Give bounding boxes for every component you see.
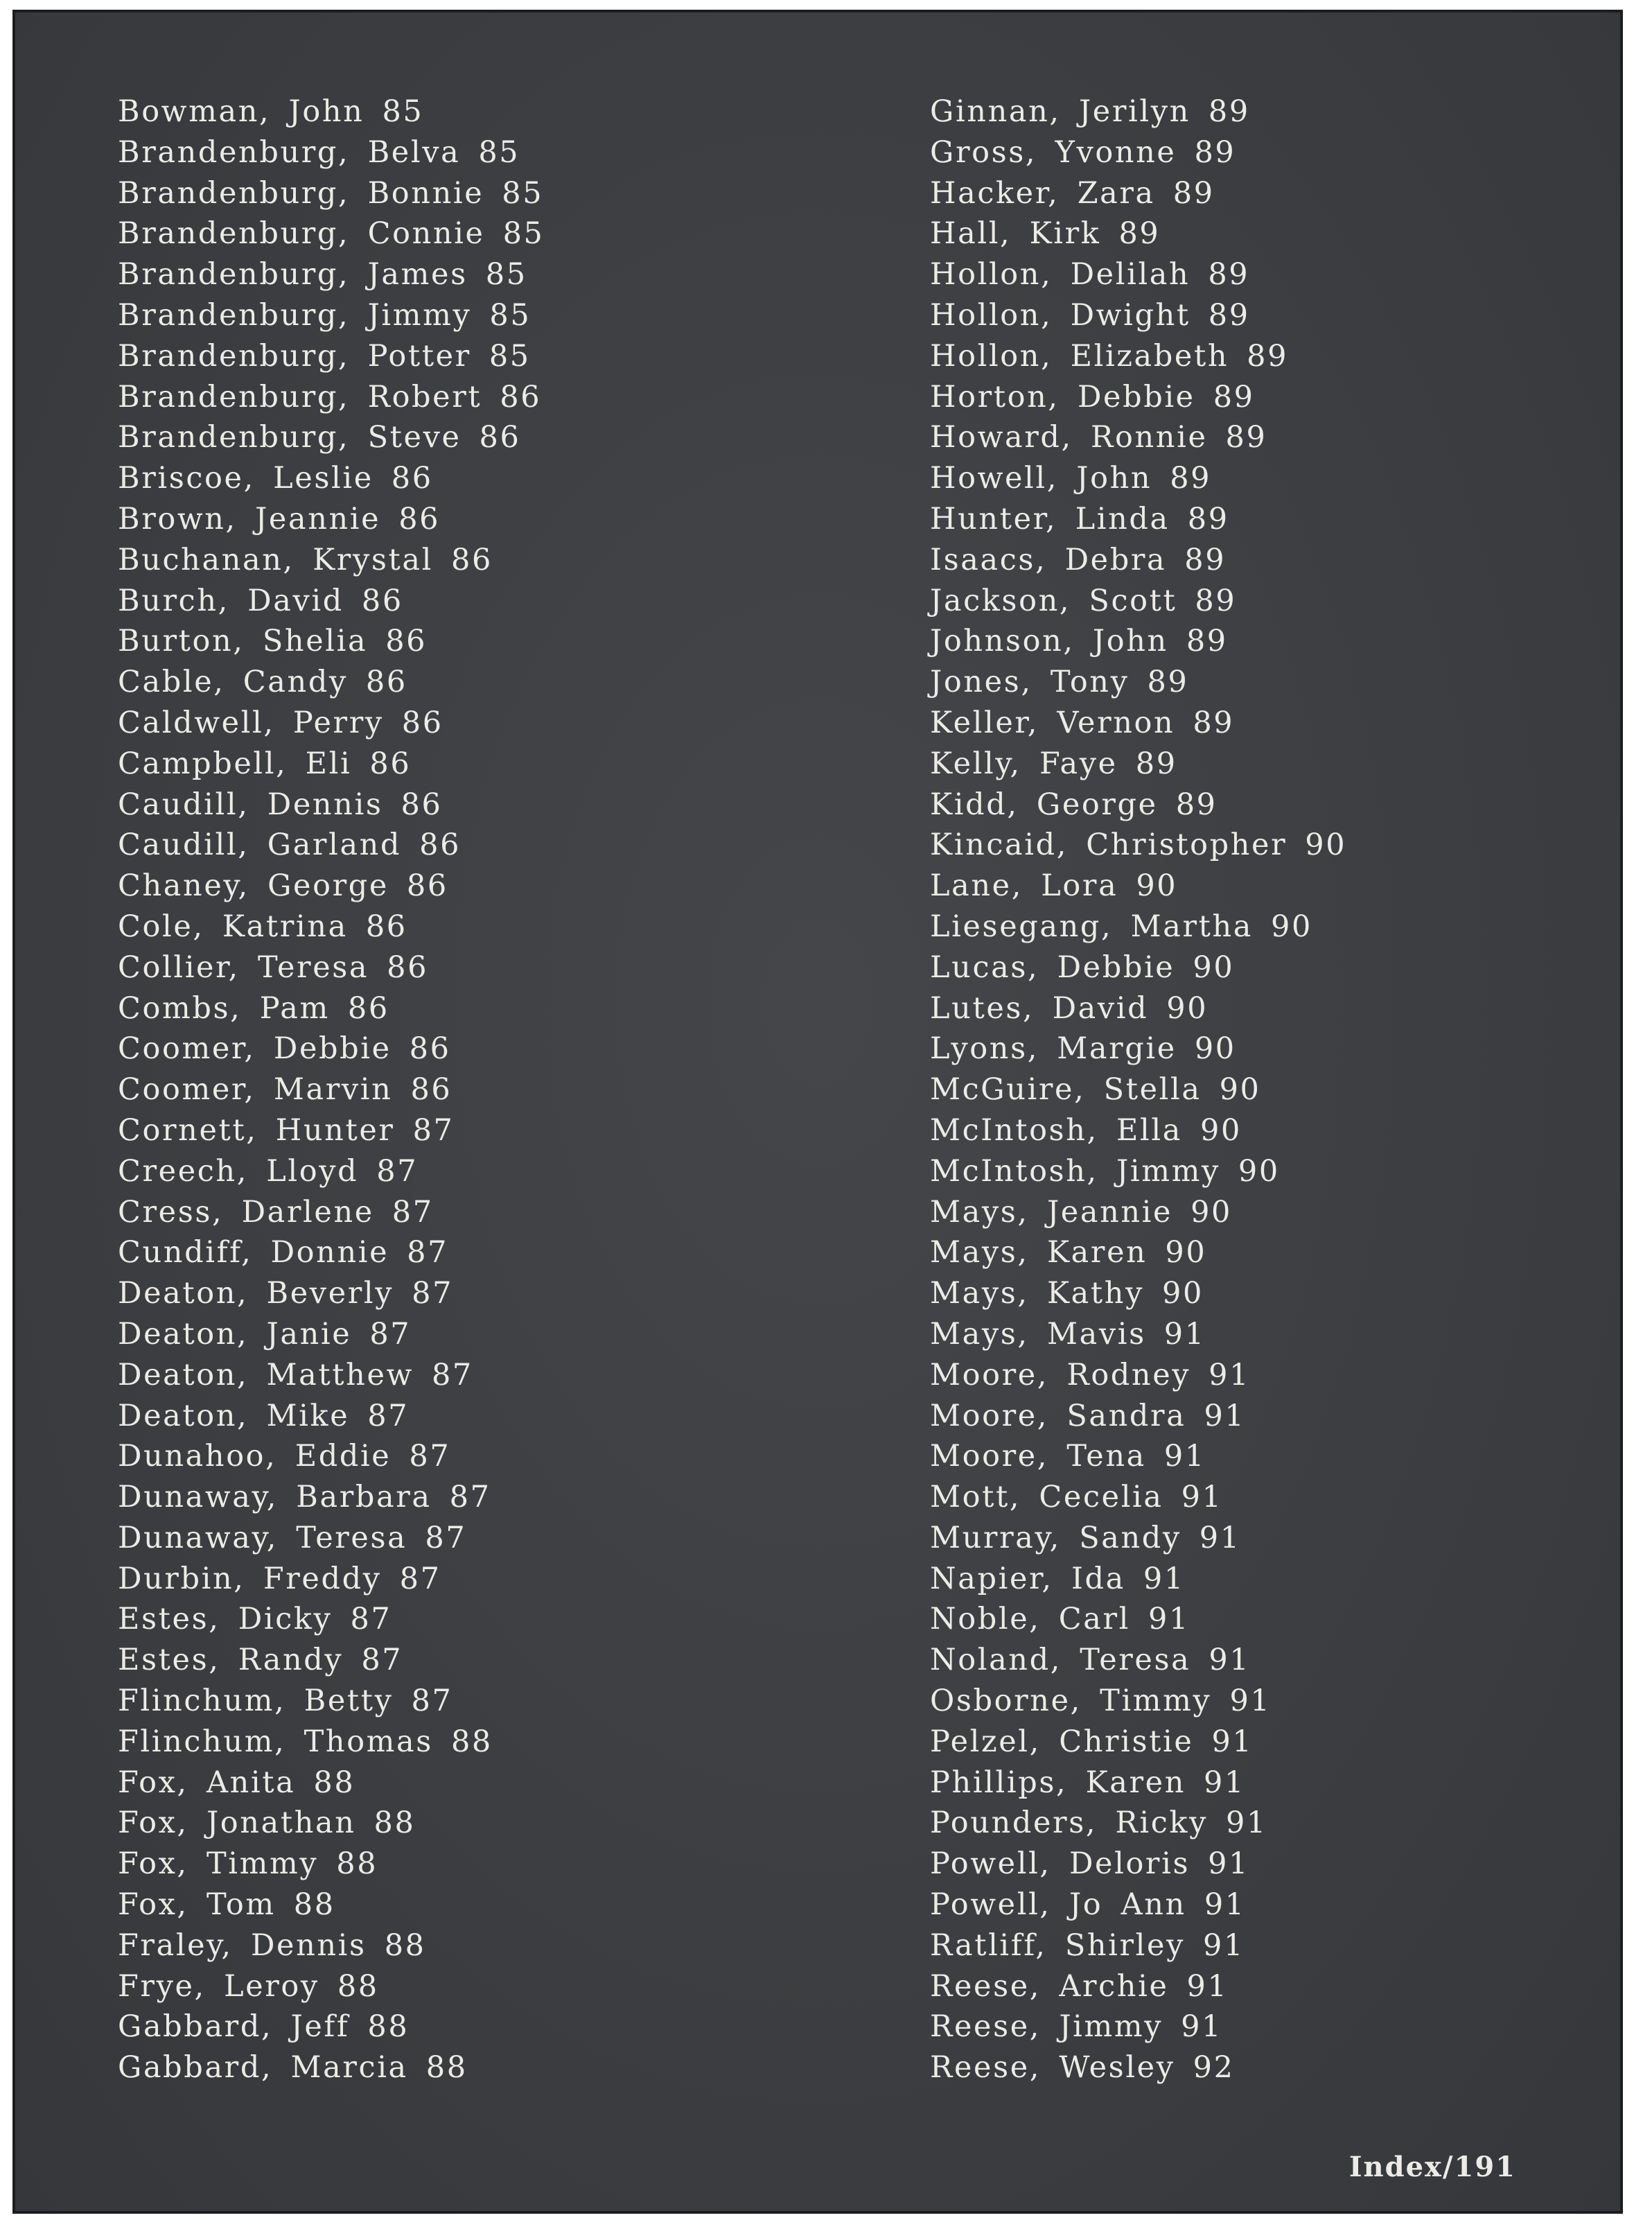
index-entry-name: Murray, Sandy: [930, 1520, 1181, 1555]
index-entry: [930, 1722, 1346, 1763]
index-entry-page-number: 87: [431, 1357, 473, 1392]
index-entry-name: Jackson, Scott: [930, 583, 1177, 618]
index-entry-page-number: 85: [485, 257, 527, 292]
index-entry-page-number: 89: [1225, 420, 1267, 455]
index-entry: [118, 417, 545, 458]
index-entry-page-number: 91: [1204, 1398, 1246, 1433]
index-entry: [930, 417, 1346, 458]
index-entry-page-number: 88: [374, 1806, 416, 1841]
index-entry-page-number: 89: [1213, 379, 1255, 414]
index-entry-page-number: 88: [336, 1846, 378, 1882]
index-entry-page-number: 91: [1163, 1439, 1206, 1474]
index-entry-name: Mays, Jeannie: [930, 1194, 1173, 1230]
index-entry-name: Burch, David: [118, 583, 344, 618]
index-entry-page-number: 89: [1135, 746, 1177, 781]
index-entry-name: Dunaway, Barbara: [118, 1480, 432, 1515]
index-entry: [930, 907, 1346, 947]
index-entry: [930, 377, 1346, 418]
index-entry-page-number: 88: [450, 1724, 493, 1759]
index-entry-page-number: 90: [1219, 1072, 1261, 1108]
index-entry: [930, 1518, 1346, 1559]
index-entry-page-number: 86: [385, 624, 428, 659]
index-entry-name: Caudill, Dennis: [118, 787, 383, 822]
index-entry-name: Estes, Randy: [118, 1643, 344, 1678]
index-entry-name: Ratliff, Shirley: [930, 1928, 1185, 1963]
index-entry-page-number: 85: [502, 216, 545, 252]
index-entry: [118, 458, 545, 499]
index-entry-name: McIntosh, Jimmy: [930, 1153, 1220, 1189]
index-entry: [118, 1355, 545, 1396]
index-entry-page-number: 87: [412, 1112, 455, 1148]
index-entry-name: Jones, Tony: [930, 665, 1130, 700]
index-entry-page-number: 86: [361, 583, 403, 618]
index-entry: [930, 703, 1346, 744]
index-entry-name: Brandenburg, Connie: [118, 216, 485, 252]
index-entry-page-number: 91: [1148, 1602, 1190, 1637]
index-entry-name: Fox, Timmy: [118, 1846, 319, 1882]
index-entry-name: Powell, Jo Ann: [930, 1887, 1186, 1923]
index-entry-name: Estes, Dicky: [118, 1602, 333, 1637]
index-entry-page-number: 90: [1190, 1194, 1232, 1230]
index-entry-name: Hollon, Dwight: [930, 297, 1190, 333]
index-entry-page-number: 86: [365, 665, 407, 700]
index-entry-page-number: 92: [1193, 2050, 1235, 2086]
index-entry-page-number: 88: [313, 1765, 355, 1800]
index-entry: [930, 1396, 1346, 1437]
index-entry-page-number: 89: [1147, 665, 1189, 700]
index-entry-name: Powell, Deloris: [930, 1846, 1190, 1882]
index-entry: [118, 1477, 545, 1518]
index-entry-name: Mays, Kathy: [930, 1276, 1144, 1311]
index-entry-name: Lane, Lora: [930, 868, 1118, 904]
index-entry-name: Dunahoo, Eddie: [118, 1439, 392, 1474]
index-entry-page-number: 91: [1199, 1520, 1241, 1555]
index-entry: [118, 703, 545, 744]
index-entry-page-number: 85: [382, 94, 424, 129]
index-entry: [930, 947, 1346, 988]
index-entry-page-number: 86: [365, 909, 407, 944]
index-entry-name: McIntosh, Ella: [930, 1112, 1182, 1148]
index-entry-page-number: 86: [419, 828, 462, 863]
index-entry-name: Keller, Vernon: [930, 705, 1175, 740]
index-entry-page-number: 86: [450, 542, 493, 577]
index-entry-name: Mays, Mavis: [930, 1316, 1146, 1352]
index-entry: [930, 1559, 1346, 1600]
index-entry: [118, 2007, 545, 2047]
index-entry-page-number: 90: [1166, 990, 1209, 1026]
index-entry-name: Isaacs, Debra: [930, 542, 1167, 577]
index-entry-page-number: 87: [361, 1643, 403, 1678]
index-entry-name: Moore, Sandra: [930, 1398, 1186, 1433]
index-entry: [118, 1599, 545, 1640]
index-entry-name: Gabbard, Jeff: [118, 2009, 350, 2045]
index-entry-page-number: 91: [1181, 2009, 1223, 2045]
index-entry-name: Brown, Jeannie: [118, 501, 381, 536]
index-entry-name: Gross, Yvonne: [930, 134, 1177, 170]
index-entry: [930, 173, 1346, 214]
index-column-left: [118, 91, 545, 2088]
index-entry-name: Fox, Jonathan: [118, 1806, 356, 1841]
index-entry-page-number: 87: [412, 1276, 454, 1311]
index-entry: [118, 2047, 545, 2088]
index-entry-name: Combs, Pam: [118, 990, 330, 1026]
index-entry-page-number: 85: [489, 338, 531, 374]
index-entry-name: Bowman, John: [118, 94, 364, 129]
index-entry: [118, 1844, 545, 1885]
index-entry-name: Briscoe, Leslie: [118, 461, 374, 496]
index-entry-page-number: 86: [409, 1031, 451, 1067]
index-entry: [930, 91, 1346, 132]
index-entry-name: Hall, Kirk: [930, 216, 1101, 252]
index-entry-name: Hunter, Linda: [930, 501, 1170, 536]
index-entry: [118, 1151, 545, 1192]
index-entry-name: Cundiff, Donnie: [118, 1235, 389, 1270]
index-entry-page-number: 91: [1143, 1561, 1185, 1596]
index-entry: [118, 988, 545, 1029]
index-entry: [930, 1273, 1346, 1314]
index-entry-page-number: 89: [1170, 461, 1212, 496]
index-entry: [118, 1110, 545, 1151]
index-entry-page-number: 91: [1211, 1724, 1254, 1759]
index-entry-page-number: 89: [1208, 94, 1250, 129]
index-entry-name: Fraley, Dennis: [118, 1928, 367, 1963]
index-entry-name: Caudill, Garland: [118, 828, 402, 863]
index-entry-page-number: 85: [489, 297, 531, 333]
index-entry-name: Johnson, John: [930, 624, 1168, 659]
index-entry: [930, 825, 1346, 866]
index-entry: [118, 1681, 545, 1722]
index-entry-page-number: 90: [1271, 909, 1312, 944]
index-entry-page-number: 90: [1165, 1235, 1207, 1270]
index-entry: [118, 1314, 545, 1355]
index-entry: [930, 1232, 1346, 1273]
index-entry: [930, 540, 1346, 581]
index-entry: [930, 744, 1346, 785]
index-entry: [118, 91, 545, 132]
index-entry-name: Kincaid, Christopher: [930, 828, 1288, 863]
index-entry-name: Mays, Karen: [930, 1235, 1148, 1270]
index-entry: [930, 581, 1346, 622]
index-entry-name: Coomer, Debbie: [118, 1031, 392, 1067]
index-entry-name: Brandenburg, Steve: [118, 420, 462, 455]
index-entry: [118, 336, 545, 377]
index-entry-page-number: 90: [1193, 950, 1235, 985]
index-entry-name: Noland, Teresa: [930, 1643, 1191, 1678]
index-entry-page-number: 88: [337, 1968, 379, 2004]
index-entry-name: Pounders, Ricky: [930, 1806, 1208, 1841]
index-page: [15, 12, 1620, 2211]
index-entry-name: Creech, Lloyd: [118, 1153, 359, 1189]
index-entry: [118, 1518, 545, 1559]
index-entry: [930, 1925, 1346, 1966]
index-entry-name: Lyons, Margie: [930, 1031, 1177, 1067]
index-entry-name: Deaton, Janie: [118, 1316, 352, 1352]
index-entry-page-number: 91: [1229, 1684, 1272, 1719]
index-entry-page-number: 90: [1162, 1276, 1204, 1311]
index-entry: [930, 866, 1346, 907]
index-entry: [930, 1681, 1346, 1722]
index-entry-name: Lutes, David: [930, 990, 1149, 1026]
index-entry: [118, 1436, 545, 1477]
index-entry-name: Chaney, George: [118, 868, 389, 904]
index-entry: [118, 377, 545, 418]
index-entry-page-number: 89: [1186, 624, 1228, 659]
index-entry-name: Deaton, Mike: [118, 1398, 350, 1433]
index-entry-name: Napier, Ida: [930, 1561, 1125, 1596]
index-entry: [118, 1722, 545, 1763]
index-entry-page-number: 87: [392, 1194, 434, 1230]
index-entry: [930, 1477, 1346, 1518]
index-entry: [930, 621, 1346, 662]
index-entry: [930, 1110, 1346, 1151]
index-entry-name: Fox, Anita: [118, 1765, 296, 1800]
index-entry-name: Hollon, Delilah: [930, 257, 1190, 292]
index-entry-page-number: 89: [1184, 542, 1227, 577]
index-entry: [930, 295, 1346, 336]
index-entry: [118, 907, 545, 947]
index-entry-page-number: 89: [1193, 705, 1235, 740]
index-entry: [930, 1436, 1346, 1477]
index-entry-name: Moore, Rodney: [930, 1357, 1191, 1392]
index-entry: [118, 1069, 545, 1110]
index-entry-page-number: 87: [376, 1153, 419, 1189]
index-entry-page-number: 87: [369, 1316, 412, 1352]
index-entry: [118, 1763, 545, 1803]
index-entry-page-number: 91: [1208, 1846, 1250, 1882]
index-entry-name: Deaton, Beverly: [118, 1276, 394, 1311]
index-entry: [118, 1803, 545, 1844]
index-entry-page-number: 91: [1204, 1887, 1246, 1923]
index-entry-name: Deaton, Matthew: [118, 1357, 414, 1392]
index-entry: [930, 336, 1346, 377]
index-entry: [930, 1192, 1346, 1233]
index-entry-page-number: 86: [410, 1072, 452, 1108]
index-entry-name: Buchanan, Krystal: [118, 542, 433, 577]
index-entry: [930, 1029, 1346, 1069]
index-entry: [930, 458, 1346, 499]
index-entry-name: Reese, Wesley: [930, 2050, 1175, 2086]
index-entry: [930, 1844, 1346, 1885]
index-entry-page-number: 86: [347, 990, 389, 1026]
index-entry-page-number: 90: [1194, 1031, 1236, 1067]
index-entry-page-number: 87: [350, 1602, 392, 1637]
index-entry-page-number: 89: [1208, 297, 1250, 333]
index-entry: [118, 1966, 545, 2007]
index-entry-page-number: 88: [425, 2050, 468, 2086]
index-entry-page-number: 89: [1195, 583, 1237, 618]
index-entry-name: Noble, Carl: [930, 1602, 1131, 1637]
index-entry-page-number: 89: [1187, 501, 1229, 536]
index-entry: [118, 581, 545, 622]
index-entry-page-number: 91: [1209, 1357, 1251, 1392]
index-entry-page-number: 86: [387, 950, 429, 985]
index-column-right: [930, 91, 1346, 2088]
index-entry-name: Hacker, Zara: [930, 175, 1155, 211]
index-entry: [930, 1803, 1346, 1844]
index-entry-page-number: 86: [500, 379, 542, 414]
index-entry-name: Kidd, George: [930, 787, 1158, 822]
index-entry-name: Cole, Katrina: [118, 909, 348, 944]
index-entry-name: Brandenburg, Belva: [118, 134, 461, 170]
index-entry: [930, 1763, 1346, 1803]
index-entry: [930, 1599, 1346, 1640]
index-entry-page-number: 85: [502, 175, 544, 211]
index-entry-name: Reese, Jimmy: [930, 2009, 1163, 2045]
index-entry-name: Flinchum, Thomas: [118, 1724, 433, 1759]
index-entry-page-number: 89: [1175, 787, 1218, 822]
index-entry: [118, 744, 545, 785]
index-entry-page-number: 85: [478, 134, 520, 170]
page-footer-label: Index/191: [1348, 2151, 1516, 2183]
index-entry-page-number: 91: [1186, 1968, 1229, 2004]
index-entry: [118, 213, 545, 254]
index-entry-page-number: 90: [1200, 1112, 1242, 1148]
index-entry: [118, 1232, 545, 1273]
index-entry: [930, 1885, 1346, 1925]
index-entry-page-number: 86: [398, 501, 441, 536]
index-entry: [930, 988, 1346, 1029]
index-entry-page-number: 87: [399, 1561, 441, 1596]
index-entry: [118, 540, 545, 581]
index-entry: [118, 1192, 545, 1233]
index-entry: [118, 132, 545, 173]
index-entry-name: Frye, Leroy: [118, 1968, 319, 2004]
index-entry-name: Osborne, Timmy: [930, 1684, 1212, 1719]
index-entry: [930, 213, 1346, 254]
index-entry-name: Caldwell, Perry: [118, 705, 384, 740]
index-entry-name: Kelly, Faye: [930, 746, 1118, 781]
index-entry-page-number: 91: [1225, 1806, 1267, 1841]
index-entry-page-number: 89: [1194, 134, 1236, 170]
index-entry-page-number: 88: [367, 2009, 410, 2045]
index-entry-page-number: 88: [384, 1928, 426, 1963]
index-entry-name: Horton, Debbie: [930, 379, 1195, 414]
index-entry: [930, 785, 1346, 825]
index-entry-name: Cornett, Hunter: [118, 1112, 395, 1148]
index-entry: [118, 295, 545, 336]
index-entry-page-number: 89: [1172, 175, 1215, 211]
index-entry: [930, 662, 1346, 703]
index-entry: [930, 2047, 1346, 2088]
index-entry-page-number: 86: [369, 746, 412, 781]
index-entry-name: Brandenburg, James: [118, 257, 468, 292]
index-entry: [118, 1559, 545, 1600]
index-entry: [930, 1314, 1346, 1355]
index-entry-name: Pelzel, Christie: [930, 1724, 1194, 1759]
index-entry: [118, 1925, 545, 1966]
index-entry-name: Collier, Teresa: [118, 950, 369, 985]
index-entry-name: Lucas, Debbie: [930, 950, 1175, 985]
index-entry: [118, 1396, 545, 1437]
index-entry-name: McGuire, Stella: [930, 1072, 1202, 1108]
index-entry: [118, 947, 545, 988]
index-entry-page-number: 90: [1136, 868, 1178, 904]
index-entry-page-number: 91: [1204, 1765, 1245, 1800]
index-entry-name: Cable, Candy: [118, 665, 348, 700]
index-entry-page-number: 86: [479, 420, 521, 455]
index-entry-name: Flinchum, Betty: [118, 1684, 394, 1719]
index-entry-page-number: 91: [1202, 1928, 1245, 1963]
index-entry-name: Brandenburg, Robert: [118, 379, 482, 414]
index-entry-page-number: 87: [367, 1398, 410, 1433]
index-entry: [118, 254, 545, 295]
index-entry-name: Dunaway, Teresa: [118, 1520, 407, 1555]
index-entry-name: Brandenburg, Bonnie: [118, 175, 484, 211]
index-entry: [118, 1640, 545, 1681]
index-entry: [118, 1885, 545, 1925]
index-entry-page-number: 86: [406, 868, 448, 904]
index-entry: [930, 1966, 1346, 2007]
index-entry: [930, 132, 1346, 173]
index-entry-page-number: 90: [1238, 1153, 1280, 1189]
index-entry-name: Liesegang, Martha: [930, 909, 1254, 944]
index-entry-page-number: 86: [401, 705, 443, 740]
index-entry: [930, 1640, 1346, 1681]
index-entry-name: Brandenburg, Potter: [118, 338, 471, 374]
index-entry-name: Durbin, Freddy: [118, 1561, 382, 1596]
index-entry-page-number: 87: [449, 1480, 491, 1515]
index-entry-name: Reese, Archie: [930, 1968, 1169, 2004]
index-entry-name: Coomer, Marvin: [118, 1072, 393, 1108]
index-entry-page-number: 89: [1208, 257, 1250, 292]
index-entry-page-number: 87: [411, 1684, 453, 1719]
index-entry-name: Moore, Tena: [930, 1439, 1146, 1474]
index-entry: [930, 1151, 1346, 1192]
index-entry-name: Gabbard, Marcia: [118, 2050, 408, 2086]
index-entry-name: Mott, Cecelia: [930, 1480, 1163, 1515]
index-entry-page-number: 90: [1305, 828, 1347, 863]
index-entry-name: Phillips, Karen: [930, 1765, 1186, 1800]
index-entry-page-number: 87: [425, 1520, 467, 1555]
index-entry: [118, 866, 545, 907]
index-entry-name: Howell, John: [930, 461, 1152, 496]
index-entry-page-number: 91: [1181, 1480, 1223, 1515]
index-entry-name: Campbell, Eli: [118, 746, 352, 781]
index-entry: [930, 499, 1346, 540]
index-entry-name: Fox, Tom: [118, 1887, 276, 1923]
index-entry: [118, 1029, 545, 1069]
index-entry-page-number: 87: [409, 1439, 451, 1474]
index-entry: [118, 621, 545, 662]
index-entry: [118, 662, 545, 703]
index-entry-name: Brandenburg, Jimmy: [118, 297, 472, 333]
index-entry-page-number: 91: [1163, 1316, 1206, 1352]
index-entry-page-number: 89: [1247, 338, 1289, 374]
index-entry: [118, 1273, 545, 1314]
index-entry-page-number: 86: [401, 787, 443, 822]
index-entry: [118, 825, 545, 866]
index-entry: [118, 173, 545, 214]
index-entry-page-number: 87: [407, 1235, 449, 1270]
index-entry-name: Hollon, Elizabeth: [930, 338, 1229, 374]
index-entry-name: Howard, Ronnie: [930, 420, 1208, 455]
index-entry: [930, 254, 1346, 295]
index-entry-page-number: 89: [1118, 216, 1161, 252]
index-entry-page-number: 86: [391, 461, 433, 496]
index-entry: [930, 1069, 1346, 1110]
index-entry: [118, 785, 545, 825]
index-entry-name: Cress, Darlene: [118, 1194, 374, 1230]
index-entry-name: Ginnan, Jerilyn: [930, 94, 1190, 129]
index-entry-page-number: 91: [1209, 1643, 1251, 1678]
index-entry: [930, 1355, 1346, 1396]
index-entry-name: Burton, Shelia: [118, 624, 368, 659]
index-entry: [930, 2007, 1346, 2047]
index-entry: [118, 499, 545, 540]
index-entry-page-number: 88: [293, 1887, 335, 1923]
